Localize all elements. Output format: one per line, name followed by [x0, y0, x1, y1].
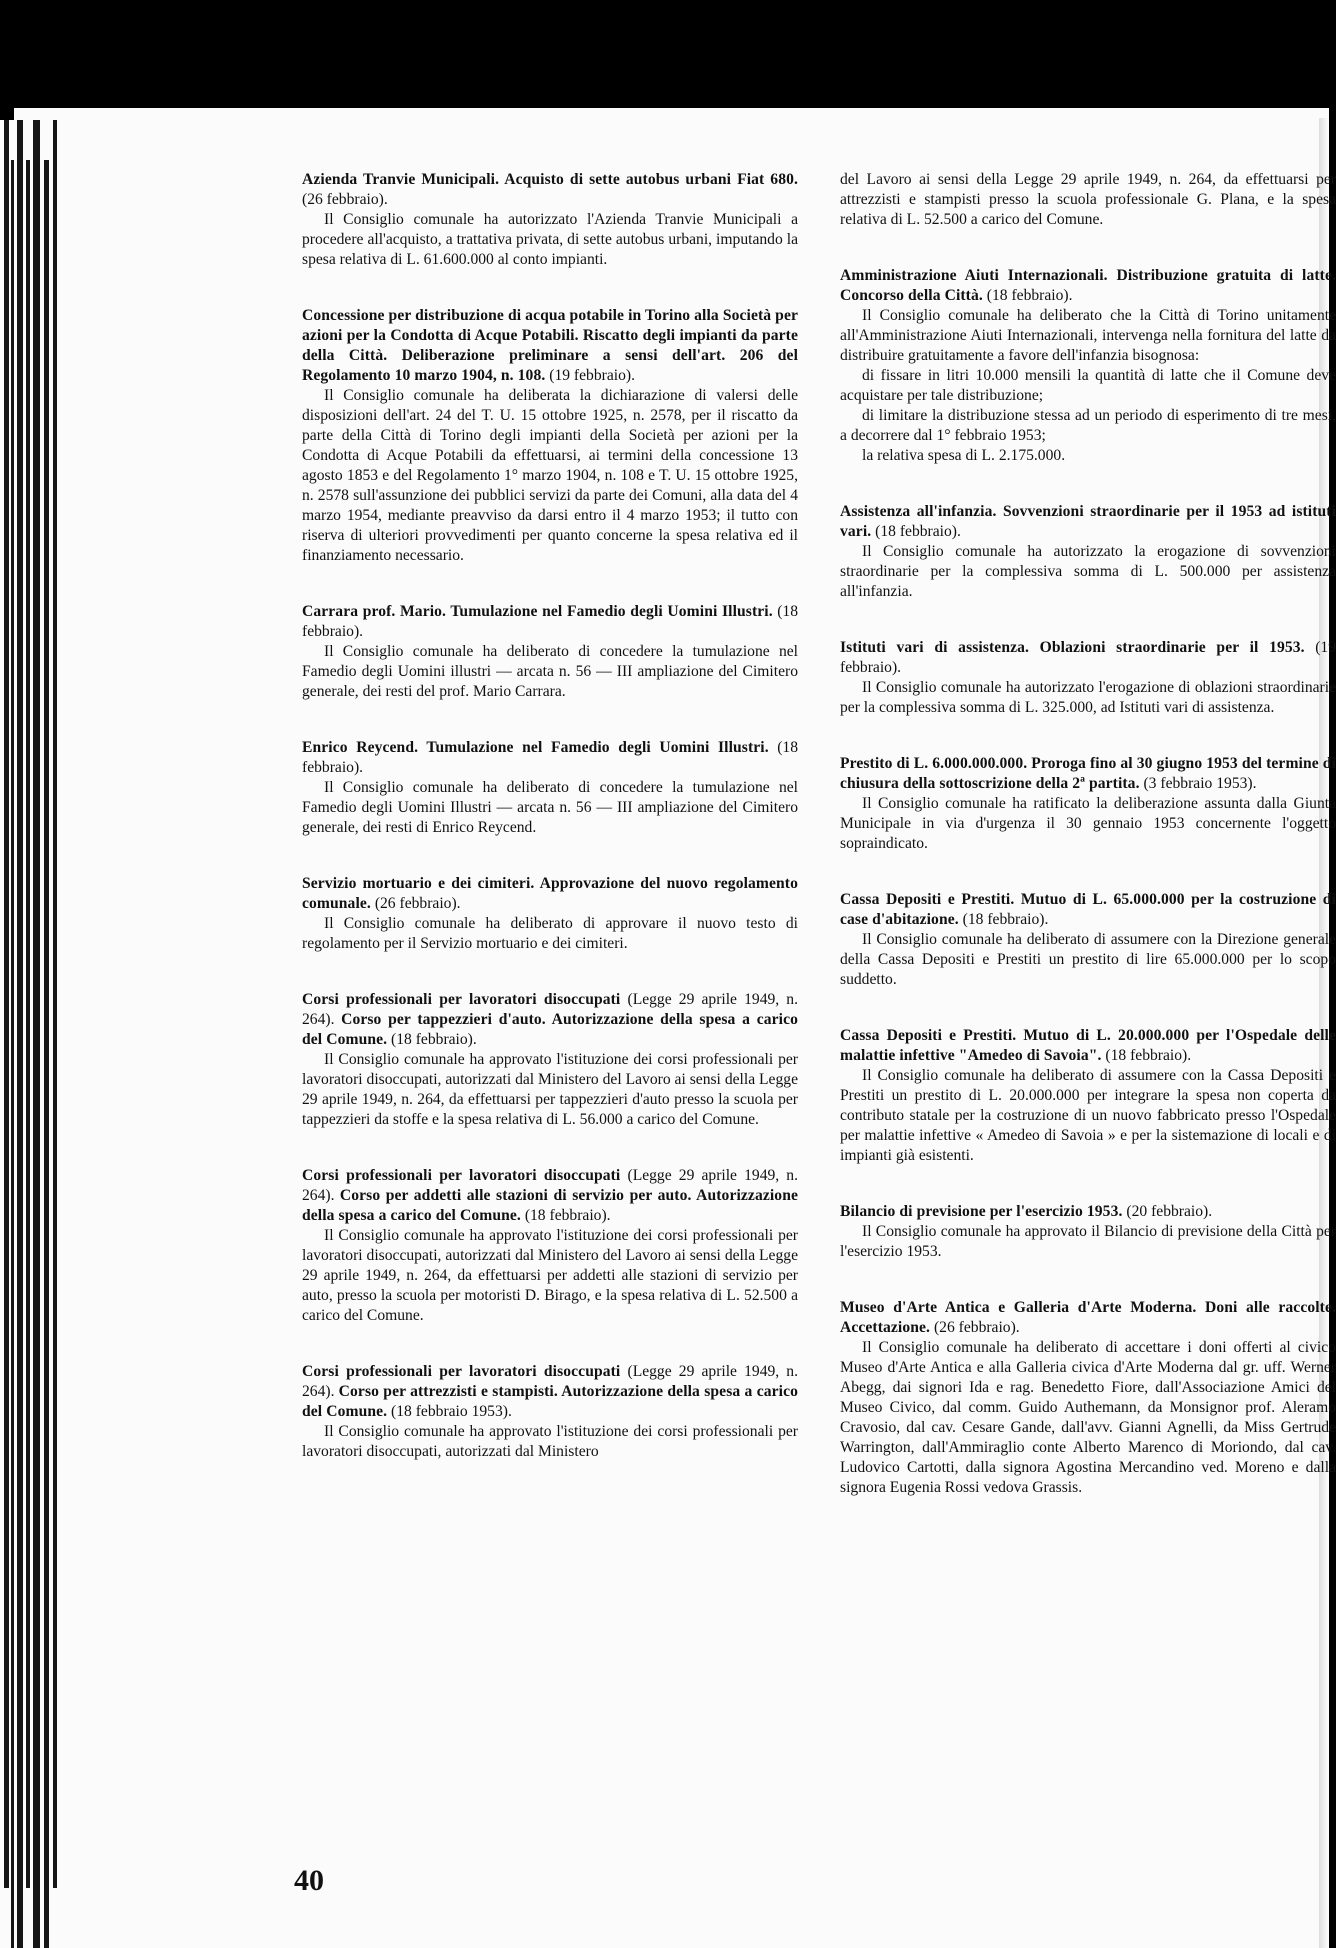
entry-date: (3 febbraio 1953).: [1143, 775, 1257, 792]
entry-title: Cassa Depositi e Prestiti. Mutuo di L. 20.000.000 per l'Ospedale delle malattie infettive "Amedeo di Savoia".: [840, 1027, 1336, 1064]
left-column: [302, 170, 798, 1498]
entry-paragraph: Il Consiglio comunale ha deliberata la dichiarazione di valersi delle disposizioni dell'art. 24 del T. U. 15 ottobre 1925, n. 2578, per il riscatto da parte della Città di Torino degli impianti della Società per azioni per la Condotta di Acque Potabili da effettuarsi, ai termini della concessione 13 agosto 1853 e del Regolamento 1° marzo 1904, n. 108 e T. U. 15 ottobre 1925, n. 2578 sull'assunzione dei pubblici servizi da parte dei Comuni, alla data del 4 marzo 1954, mediante preavviso da darsi entro il 4 marzo 1953; il tutto con riserva di ulteriori provvedimenti per quanto concerne la spesa relativa ed il finanziamento necessario.: [302, 387, 798, 564]
entry-paragraph: del Lavoro ai sensi della Legge 29 aprile 1949, n. 264, da effettuarsi per attrezzisti e stampisti presso la scuola professionale G. Plana, e la spesa relativa di L. 52.500 a carico del Comune.: [840, 171, 1336, 228]
entry: [302, 874, 798, 954]
entry: [302, 1166, 798, 1326]
entry-date: (18 febbraio).: [302, 603, 799, 640]
entry-title: Concessione per distribuzione di acqua potabile in Torino alla Società per azioni per la Condotta di Acque Potabili. Riscatto degli impianti da parte della Città. Deliberazione preliminare a sensi dell'art. 206 del Regolamento 10 marzo 1904, n. 108.: [302, 307, 798, 384]
entry-paragraph: Il Consiglio comunale ha approvato l'istituzione dei corsi professionali per lavoratori disoccupati, autorizzati dal Ministero del Lavoro ai sensi della Legge 29 aprile 1949, n. 264, da effettuarsi per addetti alle stazioni di servizio per auto, presso la scuola per motoristi D. Birago, e la spesa relativa di L. 52.500 a carico del Comune.: [302, 1227, 798, 1324]
entry-title: Cassa Depositi e Prestiti. Mutuo di L. 65.000.000 per la costruzione di case d'abitazione.: [840, 891, 1336, 928]
entry-paragraph: Il Consiglio comunale ha autorizzato la erogazione di sovvenzioni straordinarie per la complessiva somma di L. 500.000 per assistenza all'infanzia.: [840, 543, 1336, 600]
entry-paragraph: di limitare la distribuzione stessa ad un periodo di esperimento di tre mesi, a decorrere dal 1° febbraio 1953;: [840, 407, 1336, 444]
entry-title-law: (Legge 29 aprile 1949, n. 264).: [302, 991, 798, 1028]
entry-heading: [302, 602, 798, 642]
binding-stripe: [4, 120, 9, 1888]
entry-paragraph: Il Consiglio comunale ha deliberato di accettare i doni offerti al civico Museo d'Arte Antica e alla Galleria civica d'Arte Moderna dal gr. uff. Werner Abegg, dai signori Ida e rag. Benedetto Fiore, dall'Associazione Amici del Museo Civico, dal comm. Guido Authemann, da Monsignor prof. Aleramo Cravosio, dal cav. Cesare Gande, dall'avv. Gianni Agnelli, da Miss Gertrude Warrington, dall'Ammiraglio conte Alberto Marenco di Moriondo, dal cav. Ludovico Cartotti, dalla signora Agostina Mercandino ved. Moreno e dalla signora Eugenia Rossi vedova Grassis.: [840, 1339, 1336, 1496]
entry: [302, 170, 798, 270]
entry-heading: [840, 1202, 1336, 1222]
entry: [840, 754, 1336, 854]
entry: [302, 306, 798, 566]
binding-stripe: [11, 160, 14, 1948]
entry-heading: [840, 266, 1336, 306]
entry: [840, 1026, 1336, 1166]
entry: [840, 1202, 1336, 1262]
binding-stripe: [53, 120, 57, 1888]
binding-stripe: [26, 160, 30, 1888]
entry-date: (19 febbraio).: [840, 639, 1336, 676]
right-column: [840, 170, 1336, 1534]
entry-heading: [840, 638, 1336, 678]
entry-heading: [302, 738, 798, 778]
page-number: 40: [294, 1864, 324, 1897]
entry: [302, 738, 798, 838]
entry-title: Corsi professionali per lavoratori disoccupati: [302, 991, 621, 1008]
entry-date: (18 febbraio).: [875, 523, 961, 540]
entry-title: Azienda Tranvie Municipali. Acquisto di sette autobus urbani Fiat 680.: [302, 171, 798, 188]
entry: [840, 170, 1336, 230]
entry-heading: [302, 1166, 798, 1226]
entry-paragraph: Il Consiglio comunale ha approvato il Bilancio di previsione della Città per l'esercizio 1953.: [840, 1223, 1336, 1260]
entry-heading: [302, 306, 798, 386]
entry-title: Corsi professionali per lavoratori disoccupati: [302, 1363, 621, 1380]
entry-heading: [840, 1298, 1336, 1338]
entry-date: (26 febbraio).: [302, 191, 388, 208]
entry: [302, 990, 798, 1130]
entry-heading: [840, 754, 1336, 794]
entry-paragraph: Il Consiglio comunale ha deliberato di concedere la tumulazione nel Famedio degli Uomini illustri — arcata n. 56 — III ampliazione del Cimitero generale, dei resti del prof. Mario Carrara.: [302, 643, 798, 700]
entry-title: Assistenza all'infanzia. Sovvenzioni straordinarie per il 1953 ad istituti vari.: [840, 503, 1336, 540]
entry: [840, 638, 1336, 718]
entry-paragraph: Il Consiglio comunale ha deliberato di concedere la tumulazione nel Famedio degli Uomini Illustri — arcata n. 56 — III ampliazione del Cimitero generale, dei resti di Enrico Reycend.: [302, 779, 798, 836]
entry: [302, 1362, 798, 1462]
entry-heading: [302, 990, 798, 1050]
entry-date: (18 febbraio).: [962, 911, 1049, 928]
entry-title-law: (Legge 29 aprile 1949, n. 264).: [302, 1167, 798, 1204]
entry-title: Bilancio di previsione per l'esercizio 1953.: [840, 1203, 1123, 1220]
entry-paragraph: Il Consiglio comunale ha deliberato che la Città di Torino unitamente all'Amministrazione Aiuti Internazionali, intervenga nella fornitura del latte da distribuire gratuitamente a favore dell'infanzia bisognosa:: [840, 307, 1336, 364]
entry: [840, 1298, 1336, 1498]
entry-date: (18 febbraio 1953).: [391, 1403, 512, 1420]
entry-heading: [840, 890, 1336, 930]
entry-paragraph: Il Consiglio comunale ha deliberato di approvare il nuovo testo di regolamento per il Servizio mortuario e dei cimiteri.: [302, 915, 798, 952]
entry-title: Enrico Reycend. Tumulazione nel Famedio degli Uomini Illustri.: [302, 739, 769, 756]
entry-paragraph: Il Consiglio comunale ha ratificato la deliberazione assunta dalla Giunta Municipale in via d'urgenza il 30 gennaio 1953 concernente l'oggetto sopraindicato.: [840, 795, 1336, 852]
entry-paragraph: la relativa spesa di L. 2.175.000.: [862, 447, 1066, 464]
entry-title: Corsi professionali per lavoratori disoccupati: [302, 1167, 621, 1184]
entry: [840, 890, 1336, 990]
entry-date: (18 febbraio).: [391, 1031, 477, 1048]
entry-heading: [840, 1026, 1336, 1066]
entry-paragraph: di fissare in litri 10.000 mensili la quantità di latte che il Comune deve acquistare per tale distribuzione;: [840, 367, 1336, 404]
entry-date: (18 febbraio).: [986, 287, 1073, 304]
entry-heading: [840, 502, 1336, 542]
entry-title-course: Corso per tappezzieri d'auto. Autorizzazione della spesa a carico del Comune.: [302, 1011, 798, 1048]
binding-stripe: [17, 120, 23, 1948]
entry-date: (26 febbraio).: [933, 1319, 1020, 1336]
entry-date: (18 febbraio).: [524, 1207, 611, 1224]
entry: [840, 502, 1336, 602]
entry-date: (18 febbraio).: [1105, 1047, 1192, 1064]
entry-title: Prestito di L. 6.000.000.000. Proroga fino al 30 giugno 1953 del termine di chiusura della sottoscrizione della 2ª partita.: [840, 755, 1336, 792]
book-binding-shadow: [0, 120, 62, 1948]
entry-title-course: Corso per addetti alle stazioni di servizio per auto. Autorizzazione della spesa a carico del Comune.: [302, 1187, 798, 1224]
binding-stripe: [33, 120, 40, 1948]
entry-paragraph: Il Consiglio comunale ha approvato l'istituzione dei corsi professionali per lavoratori disoccupati, autorizzati dal Ministero del Lavoro ai sensi della Legge 29 aprile 1949, n. 264, da effettuarsi per tappezzieri d'auto presso la scuola per tappezzieri da stoffe e la spesa relativa di L. 56.000 a carico del Comune.: [302, 1051, 798, 1128]
entry-title-course: Corso per attrezzisti e stampisti. Autorizzazione della spesa a carico del Comune.: [302, 1383, 799, 1420]
binding-stripe: [44, 160, 49, 1948]
entry: [302, 602, 798, 702]
entry-paragraph: Il Consiglio comunale ha autorizzato l'Azienda Tranvie Municipali a procedere all'acquisto, a trattativa privata, di sette autobus urbani, imputando la spesa relativa di L. 61.600.000 al conto impianti.: [302, 211, 798, 268]
entry-title: Istituti vari di assistenza. Oblazioni straordinarie per il 1953.: [840, 639, 1305, 656]
entry-title-law: (Legge 29 aprile 1949, n. 264).: [302, 1363, 798, 1400]
entry-heading: [302, 874, 798, 914]
entry-title: Carrara prof. Mario. Tumulazione nel Famedio degli Uomini Illustri.: [302, 603, 773, 620]
entry-title: Amministrazione Aiuti Internazionali. Distribuzione gratuita di latte. Concorso della Città.: [840, 267, 1336, 304]
entry-paragraph: Il Consiglio comunale ha approvato l'istituzione dei corsi professionali per lavoratori disoccupati, autorizzati dal Ministero: [302, 1423, 798, 1460]
entry-date: (20 febbraio).: [1126, 1203, 1213, 1220]
entry-title: Servizio mortuario e dei cimiteri. Approvazione del nuovo regolamento comunale.: [302, 875, 798, 912]
entry-date: (19 febbraio).: [549, 367, 635, 384]
entry-date: (18 febbraio).: [302, 739, 798, 776]
entry-heading: [302, 1362, 798, 1422]
entry-paragraph: Il Consiglio comunale ha autorizzato l'erogazione di oblazioni straordinarie per la complessiva somma di L. 325.000, ad Istituti vari di assistenza.: [840, 679, 1336, 716]
entry: [840, 266, 1336, 466]
entry-heading: [302, 170, 798, 210]
entry-paragraph: Il Consiglio comunale ha deliberato di assumere con la Cassa Depositi e Prestiti un prestito di L. 20.000.000 per integrare la spesa non coperta da contributo statale per la costruzione di un nuovo fabbricato presso l'Ospedale per malattie infettive « Amedeo di Savoia » e per la sistemazione di locali e di impianti già esistenti.: [840, 1067, 1336, 1164]
entry-title: Museo d'Arte Antica e Galleria d'Arte Moderna. Doni alle raccolte. Accettazione.: [840, 1299, 1336, 1336]
entry-paragraph: Il Consiglio comunale ha deliberato di assumere con la Direzione generale della Cassa Depositi e Prestiti un prestito di lire 65.000.000 per lo scopo suddetto.: [840, 931, 1336, 988]
entry-date: (26 febbraio).: [374, 895, 461, 912]
